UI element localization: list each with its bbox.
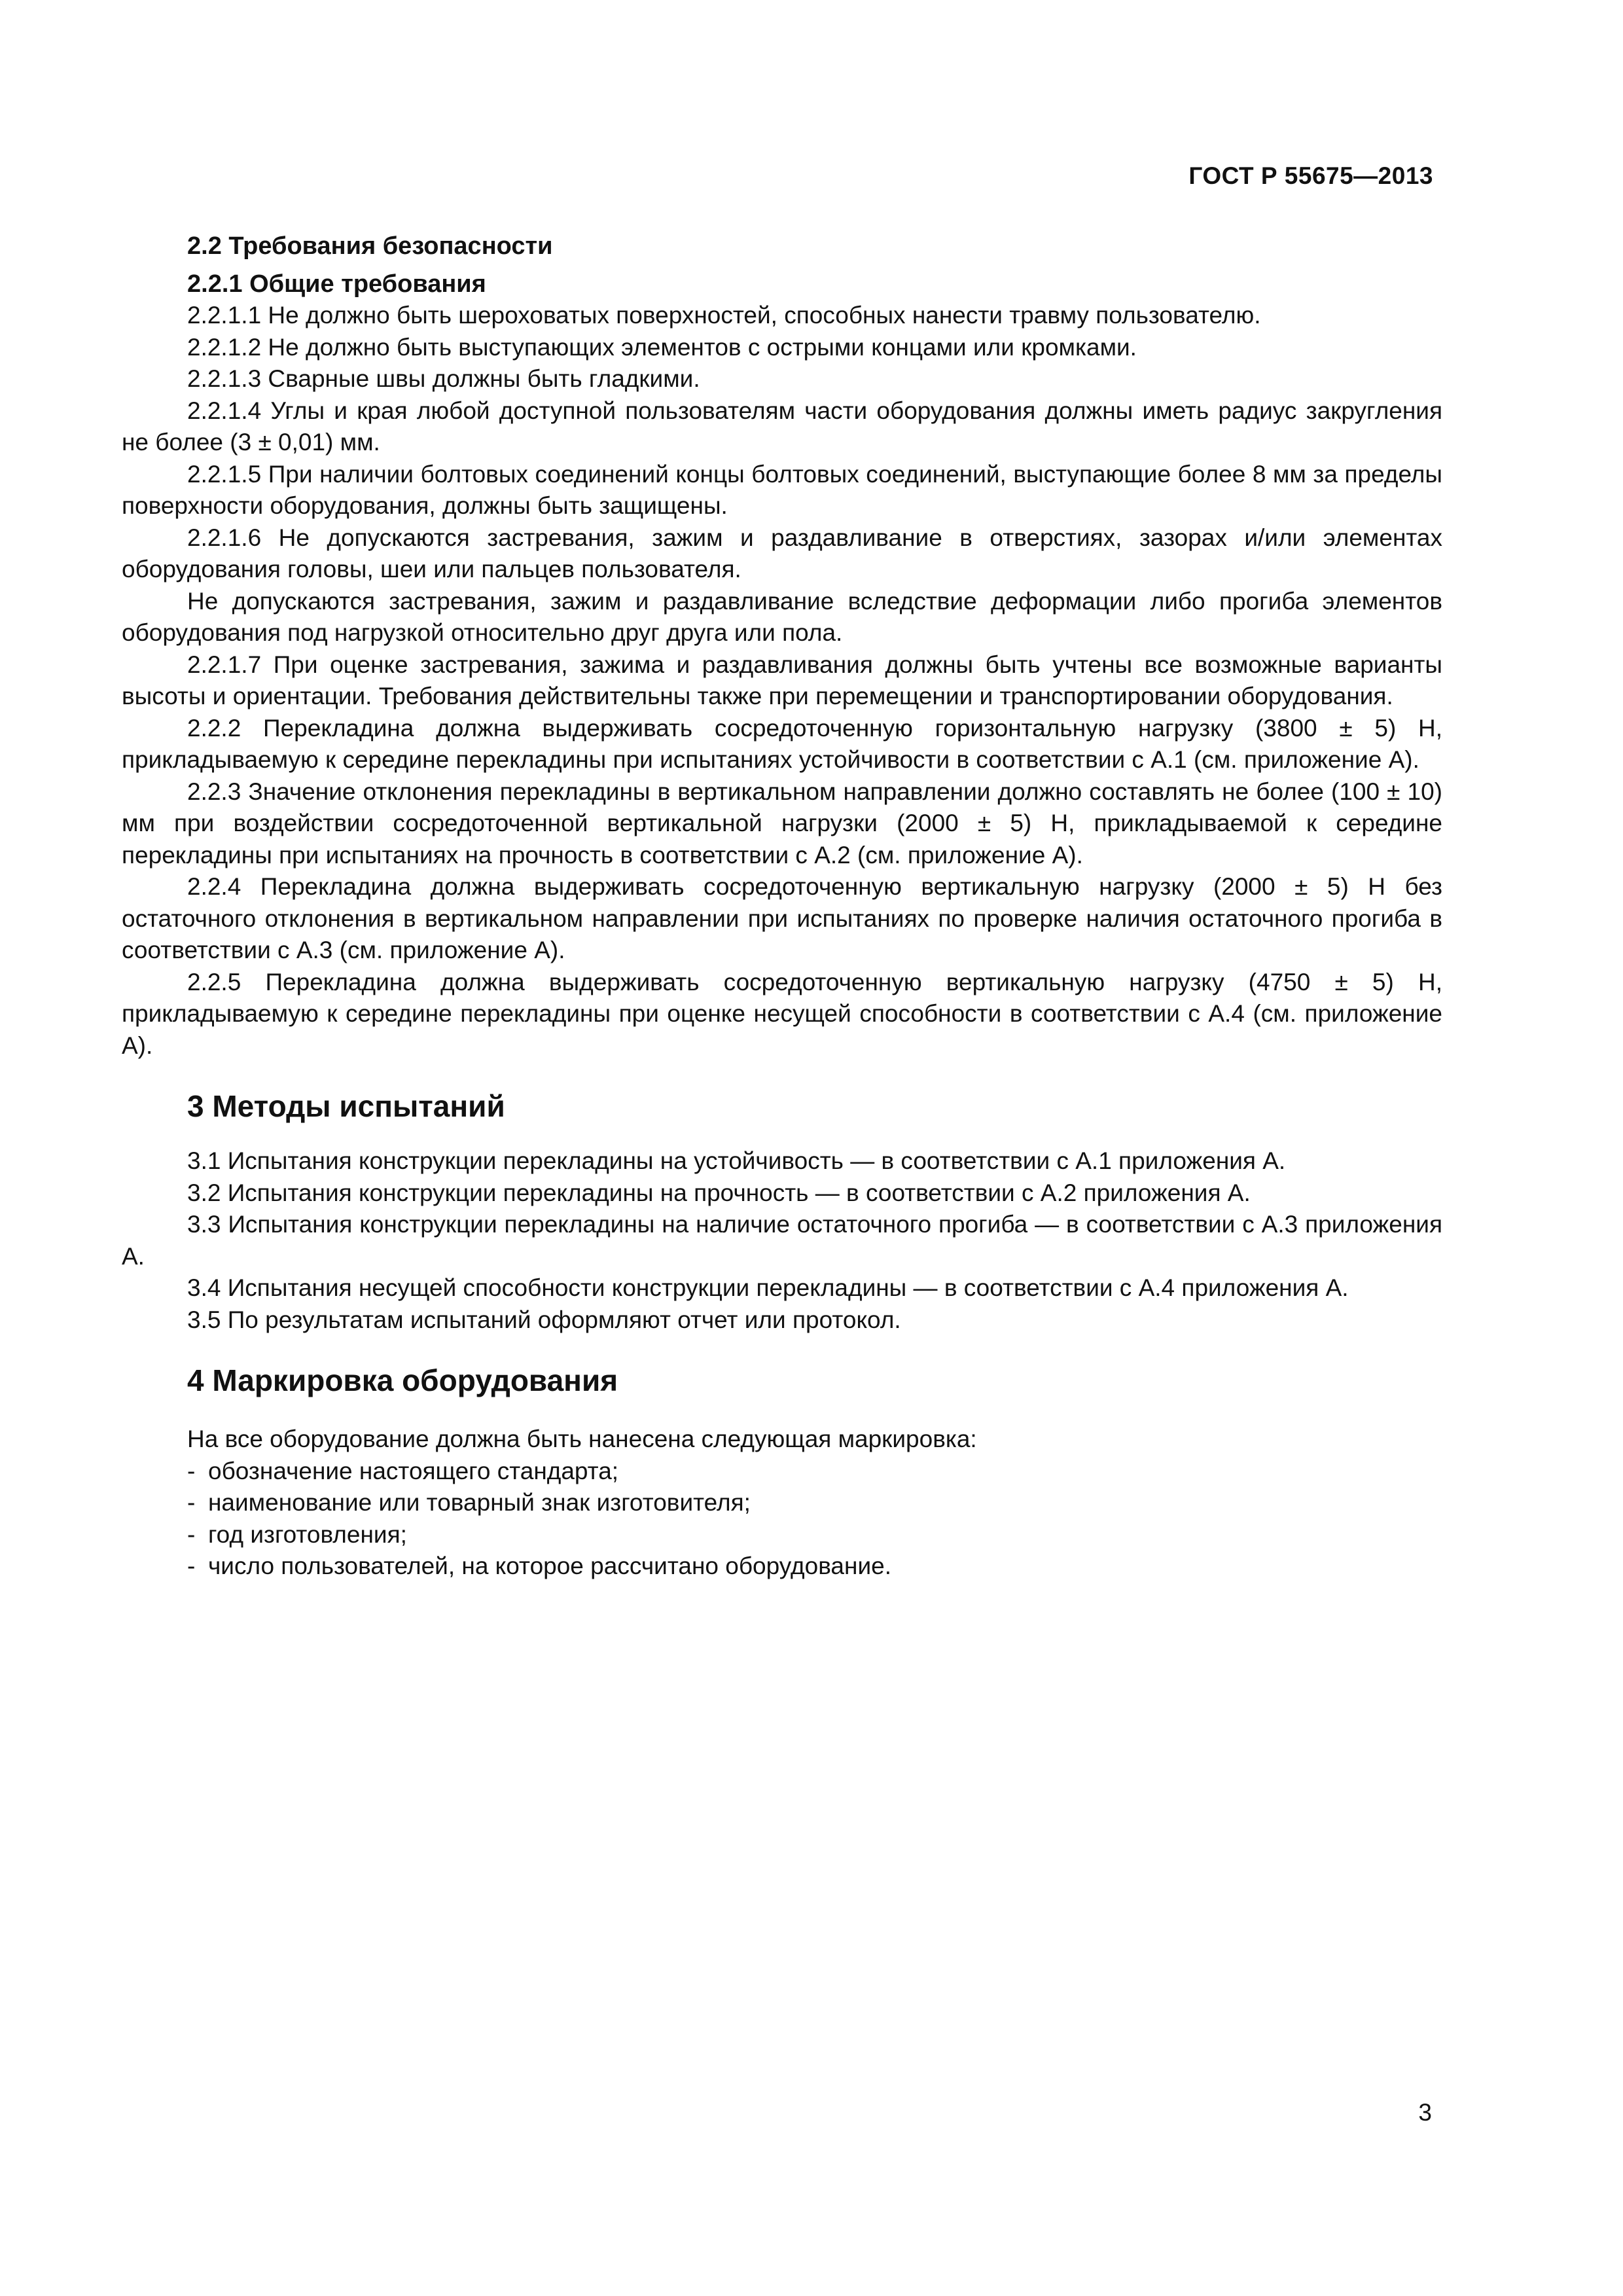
list-item: [187, 1456, 1442, 1488]
bullet-dash: -: [187, 1489, 196, 1516]
paragraph-2-2-1-1: 2.2.1.1 Не должно быть шероховатых поверхностей, способных нанести травму пользователю.: [187, 302, 1261, 329]
document-body: [122, 230, 1442, 1583]
paragraph-2-2-4: 2.2.4 Перекладина должна выдерживать сосредоточенную вертикальную нагрузку (2000 ± 5) Н без остаточного отклонения в вертикальном направлении при испытаниях по проверке наличия остаточного прогиба в соответствии с А.3 (см. приложение А).: [122, 873, 1442, 963]
marking-list: [122, 1456, 1442, 1583]
paragraph-2-2-1-4: 2.2.1.4 Углы и края любой доступной пользователям части оборудования должны иметь радиус закругления не более (3 ± 0,01) мм.: [122, 397, 1442, 456]
paragraph-2-2-2: 2.2.2 Перекладина должна выдерживать сосредоточенную горизонтальную нагрузку (3800 ± 5) Н, прикладываемую к середине перекладины при испытаниях устойчивости в соответствии с А.1 (см. приложение А).: [122, 714, 1442, 773]
section-3-heading: 3 Методы испытаний: [187, 1089, 505, 1123]
paragraph-3-2: 3.2 Испытания конструкции перекладины на прочность — в соответствии с А.2 приложения А.: [187, 1179, 1251, 1206]
paragraph-2-2-3: 2.2.3 Значение отклонения перекладины в вертикальном направлении должно составлять не более (100 ± 10) мм при воздействии сосредоточенной вертикальной нагрузки (2000 ± 5) Н, прикладываемой к середине перекладины при испытаниях на прочность в соответствии с А.2 (см. приложение А).: [122, 778, 1442, 869]
page-number: 3: [1418, 2099, 1432, 2126]
bullet-dash: -: [187, 1457, 196, 1484]
paragraph-3-5: 3.5 По результатам испытаний оформляют отчет или протокол.: [187, 1306, 901, 1333]
standard-designation-header: ГОСТ Р 55675—2013: [1188, 162, 1433, 189]
paragraph-3-3: 3.3 Испытания конструкции перекладины на наличие остаточного прогиба — в соответствии с А.3 приложения А.: [122, 1211, 1442, 1270]
paragraph-2-2-1-6-continued: Не допускаются застревания, зажим и раздавливание вследствие деформации либо прогиба элементов оборудования под нагрузкой относительно друг друга или пола.: [122, 587, 1442, 646]
list-item-text: год изготовления;: [208, 1520, 407, 1548]
paragraph-2-2-5: 2.2.5 Перекладина должна выдерживать сосредоточенную вертикальную нагрузку (4750 ± 5) Н, прикладываемую к середине перекладины при оценке несущей способности в соответствии с А.4 (см. приложение А).: [122, 968, 1442, 1059]
paragraph-2-2-1-2: 2.2.1.2 Не должно быть выступающих элементов с острыми концами или кромками.: [187, 333, 1137, 361]
bullet-dash: -: [187, 1520, 196, 1548]
section-2-2-1-heading: 2.2.1 Общие требования: [187, 270, 486, 298]
list-item: [187, 1487, 1442, 1519]
list-item-text: обозначение настоящего стандарта;: [208, 1457, 619, 1484]
list-item: [187, 1551, 1442, 1583]
section-4-heading: 4 Маркировка оборудования: [187, 1363, 618, 1397]
marking-intro: На все оборудование должна быть нанесена следующая маркировка:: [187, 1426, 977, 1452]
bullet-dash: -: [187, 1552, 196, 1579]
paragraph-2-2-1-6: 2.2.1.6 Не допускаются застревания, зажим и раздавливание в отверстиях, зазорах и/или элементах оборудования головы, шеи или пальцев пользователя.: [122, 524, 1442, 583]
section-2-2-heading: 2.2 Требования безопасности: [187, 232, 553, 260]
paragraph-3-4: 3.4 Испытания несущей способности конструкции перекладины — в соответствии с А.4 приложения А.: [187, 1274, 1349, 1301]
list-item-text: число пользователей, на которое рассчитано оборудование.: [208, 1552, 891, 1579]
list-item-text: наименование или товарный знак изготовителя;: [208, 1489, 751, 1516]
paragraph-2-2-1-7: 2.2.1.7 При оценке застревания, зажима и раздавливания должны быть учтены все возможные варианты высоты и ориентации. Требования действительны также при перемещении и транспортировании оборудования.: [122, 651, 1442, 709]
paragraph-2-2-1-5: 2.2.1.5 При наличии болтовых соединений концы болтовых соединений, выступающие более 8 мм за пределы поверхности оборудования, должны быть защищены.: [122, 460, 1442, 519]
list-item: [187, 1519, 1442, 1551]
paragraph-2-2-1-3: 2.2.1.3 Сварные швы должны быть гладкими.: [187, 365, 700, 392]
paragraph-3-1: 3.1 Испытания конструкции перекладины на устойчивость — в соответствии с А.1 приложения А.: [187, 1147, 1286, 1174]
